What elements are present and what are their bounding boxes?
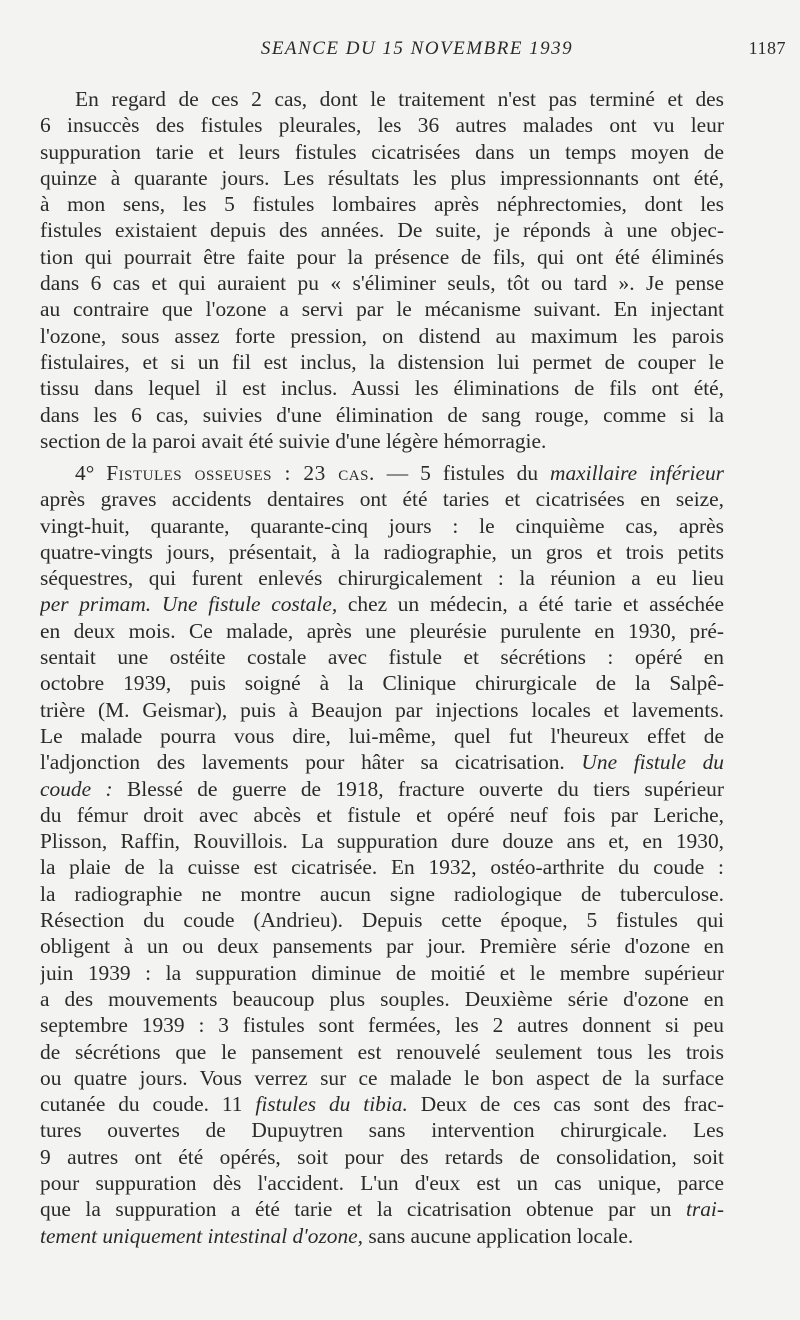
text-run: Deux de ces cas sont des frac- [407, 1092, 724, 1117]
text-line: quinze à quarante jours. Les résultats les plus impressionnants ont été, [40, 165, 724, 190]
text-line: juin 1939 : la suppuration diminue de moitié et le membre supérieur [40, 960, 724, 985]
italic-term: maxillaire inférieur [550, 461, 724, 485]
text-line: sentait une ostéite costale avec fistule et sécrétions : opéré en [40, 645, 724, 670]
text-line: obligent à un ou deux pansements par jour. Première série d'ozone en [40, 934, 724, 959]
text-run: Blessé de guerre de 1918, fracture ouverte du tiers supérieur [112, 776, 724, 801]
text-line: dans 6 cas et qui auraient pu « s'éliminer seuls, tôt ou tard ». Je pense [40, 271, 724, 296]
text-line [40, 1091, 724, 1117]
text-run: chez un médecin, a été tarie et asséchée [337, 592, 724, 617]
text-run: que la suppuration a été tarie et la cicatrisation obtenue par un [40, 1197, 686, 1222]
paragraph-ozone-fils [40, 86, 724, 454]
text-line [40, 591, 724, 617]
text-line [40, 460, 724, 486]
text-line: dans les 6 cas, suivies d'une élimination de sang rouge, comme si la [40, 402, 724, 427]
text-line: la plaie de la cuisse est cicatrisée. En 1932, ostéo-arthrite du coude : [40, 855, 724, 880]
text-line: trière (M. Geismar), puis à Beaujon par injections locales et lavements. [40, 697, 724, 722]
text-line: de sécrétions que le pansement est renouvelé seulement tous les trois [40, 1039, 724, 1064]
section-number: 4° [75, 461, 95, 485]
text-line [40, 1196, 724, 1222]
text-line: fistulaires, et si un fil est inclus, la distension lui permet de couper le [40, 349, 724, 374]
text-line: tion qui pourrait être faite pour la présence de fils, qui ont été éliminés [40, 244, 724, 269]
text-line [40, 776, 724, 802]
text-run: l'adjonction des lavements pour hâter sa cicatrisation. [40, 750, 582, 775]
italic-term: per primam. Une fistule costale, [40, 592, 338, 617]
italic-term: trai- [685, 1197, 724, 1222]
italic-term: tement uniquement intestinal d'ozone, [40, 1223, 364, 1248]
text-line: En regard de ces 2 cas, dont le traitement n'est pas terminé et des [75, 87, 724, 111]
paragraph-fistules-osseuses [40, 460, 724, 1249]
text-line: octobre 1939, puis soigné à la Clinique chirurgicale de la Salpê- [40, 671, 724, 696]
text-line: l'ozone, sous assez forte pression, on distend au maximum les parois [40, 323, 724, 348]
text-line: du fémur droit avec abcès et fistule et opéré neuf fois par Leriche, [40, 802, 724, 827]
text-line: tissu dans lequel il est inclus. Aussi les éliminations de fils ont été, [40, 376, 724, 401]
text-line: section de la paroi avait été suivie d'une légère hémorragie. [40, 428, 547, 453]
text-line: ou quatre jours. Vous verrez sur ce malade le bon aspect de la surface [40, 1065, 724, 1090]
page-number: 1187 [748, 38, 786, 58]
text-line: tures ouvertes de Dupuytren sans intervention chirurgicale. Les [40, 1118, 724, 1143]
text-line: en deux mois. Ce malade, après une pleurésie purulente en 1930, pré- [40, 618, 724, 643]
text-line: suppuration tarie et leurs fistules cicatrisées dans un temps moyen de [40, 139, 724, 164]
text-run: — 5 fistules du [374, 461, 551, 485]
text-line: à mon sens, les 5 fistules lombaires après néphrectomies, dont les [40, 192, 724, 217]
section-heading: Fistules osseuses : 23 cas. [106, 461, 375, 485]
text-line: pour suppuration dès l'accident. L'un d'eux est un cas unique, parce [40, 1171, 724, 1196]
text-line: la radiographie ne montre aucun signe radiologique de tuberculose. [40, 881, 724, 906]
text-line [40, 1223, 724, 1249]
text-line: séquestres, qui furent enlevés chirurgicalement : la réunion a eu lieu [40, 566, 724, 591]
text-line: fistules existaient depuis des années. De suite, je réponds à une objec- [40, 218, 724, 243]
text-line: Le malade pourra vous dire, lui-même, quel fut l'heureux effet de [40, 723, 724, 748]
text-run: sans aucune application locale. [363, 1223, 634, 1248]
text-line: Plisson, Raffin, Rouvillois. La suppuration dure douze ans et, en 1930, [40, 829, 724, 854]
text-line: au contraire que l'ozone a servi par le mécanisme suivant. En injectant [40, 297, 724, 322]
text-line: après graves accidents dentaires ont été taries et cicatrisées en seize, [40, 487, 724, 512]
running-title: SEANCE DU 15 NOVEMBRE 1939 [260, 38, 574, 59]
italic-term: coude : [40, 776, 113, 801]
text-line: 9 autres ont été opérés, soit pour des retards de consolidation, soit [40, 1144, 724, 1169]
running-header [40, 38, 786, 64]
italic-term: fistules du tibia. [255, 1092, 408, 1117]
text-line: a des mouvements beaucoup plus souples. Deuxième série d'ozone en [40, 986, 724, 1011]
text-line: septembre 1939 : 3 fistules sont fermées, les 2 autres donnent si peu [40, 1013, 724, 1038]
text-run: cutanée du coude. 11 [40, 1092, 256, 1117]
text-line: Résection du coude (Andrieu). Depuis cette époque, 5 fistules qui [40, 908, 724, 933]
italic-term: Une fistule du [581, 750, 724, 775]
text-line [40, 749, 724, 775]
text-line: 6 insuccès des fistules pleurales, les 36 autres malades ont vu leur [40, 113, 724, 138]
text-line: vingt-huit, quarante, quarante-cinq jours : le cinquième cas, après [40, 513, 724, 538]
text-line: quatre-vingts jours, présentait, à la radiographie, un gros et trois petits [40, 539, 724, 564]
